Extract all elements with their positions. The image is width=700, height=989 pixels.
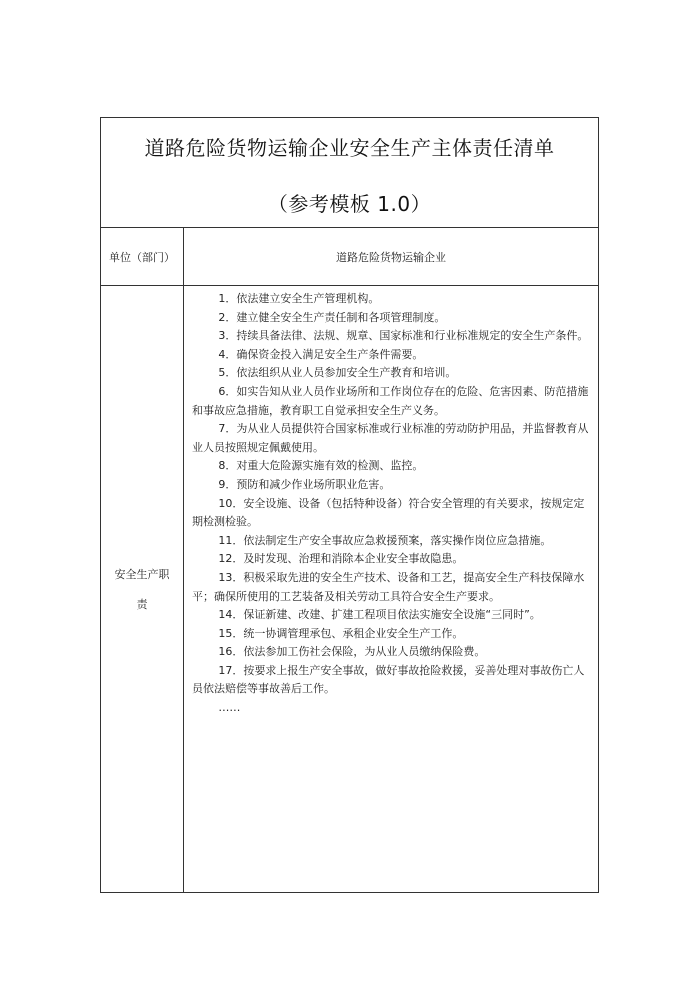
responsibility-item: 1．依法建立安全生产管理机构。 [218, 292, 380, 305]
responsibility-item: 17．按要求上报生产安全事故，做好事故抢险救援，妥善处理对事故伤亡人员依法赔偿等事故善后工作。 [192, 663, 585, 696]
responsibility-item: 2．建立健全安全生产责任制和各项管理制度。 [218, 310, 446, 324]
document-subtitle: （参考模板 1.0） [267, 192, 432, 216]
responsibility-label-cell [101, 286, 183, 894]
unit-label: 单位（部门） [109, 251, 175, 264]
responsibility-ellipsis: …… [218, 701, 241, 715]
responsibility-item: 16．依法参加工伤社会保险，为从业人员缴纳保险费。 [218, 645, 486, 659]
responsibility-item: 6．如实告知从业人员作业场所和工作岗位存在的危险、危害因素、防范措施和事故应急措施，教育职工自觉承担安全生产义务。 [192, 384, 589, 417]
responsibility-item: 5．依法组织从业人员参加安全生产教育和培训。 [218, 366, 457, 380]
responsibility-item: 13．积极采取先进的安全生产技术、设备和工艺，提高安全生产科技保障水平；确保所使用的工艺装备及相关劳动工具符合安全生产要求。 [192, 570, 585, 603]
responsibility-list [192, 290, 590, 718]
responsibility-item: 3．持续具备法律、法规、规章、国家标准和行业标准规定的安全生产条件。 [218, 329, 589, 343]
responsibility-item: 4．确保资金投入满足安全生产条件需要。 [218, 347, 424, 361]
responsibility-table [100, 117, 599, 893]
responsibility-item: 15．统一协调管理承包、承租企业安全生产工作。 [218, 626, 464, 640]
title-block [101, 118, 598, 228]
responsibility-item: 8．对重大危险源实施有效的检测、监控。 [218, 459, 424, 473]
responsibility-item: 7．为从业人员提供符合国家标准或行业标准的劳动防护用品，并监督教育从业人员按照规定佩戴使用。 [192, 422, 589, 454]
unit-value: 道路危险货物运输企业 [336, 251, 446, 264]
responsibility-item: 11．依法制定生产安全事故应急救援预案，落实操作岗位应急措施。 [218, 533, 552, 547]
unit-row [101, 228, 598, 286]
responsibility-item: 10．安全设施、设备（包括特种设备）符合安全管理的有关要求，按规定定期检测检验。 [192, 496, 585, 529]
responsibility-item: 12．及时发现、治理和消除本企业安全事故隐患。 [218, 552, 464, 566]
responsibility-item: 9．预防和减少作业场所职业危害。 [218, 477, 391, 491]
column-divider [183, 228, 184, 893]
responsibility-label: 安全生产职责 [114, 568, 170, 611]
responsibility-item: 14．保证新建、改建、扩建工程项目依法实施安全设施“三同时”。 [218, 608, 541, 622]
document-title: 道路危险货物运输企业安全生产主体责任清单 [144, 136, 555, 160]
